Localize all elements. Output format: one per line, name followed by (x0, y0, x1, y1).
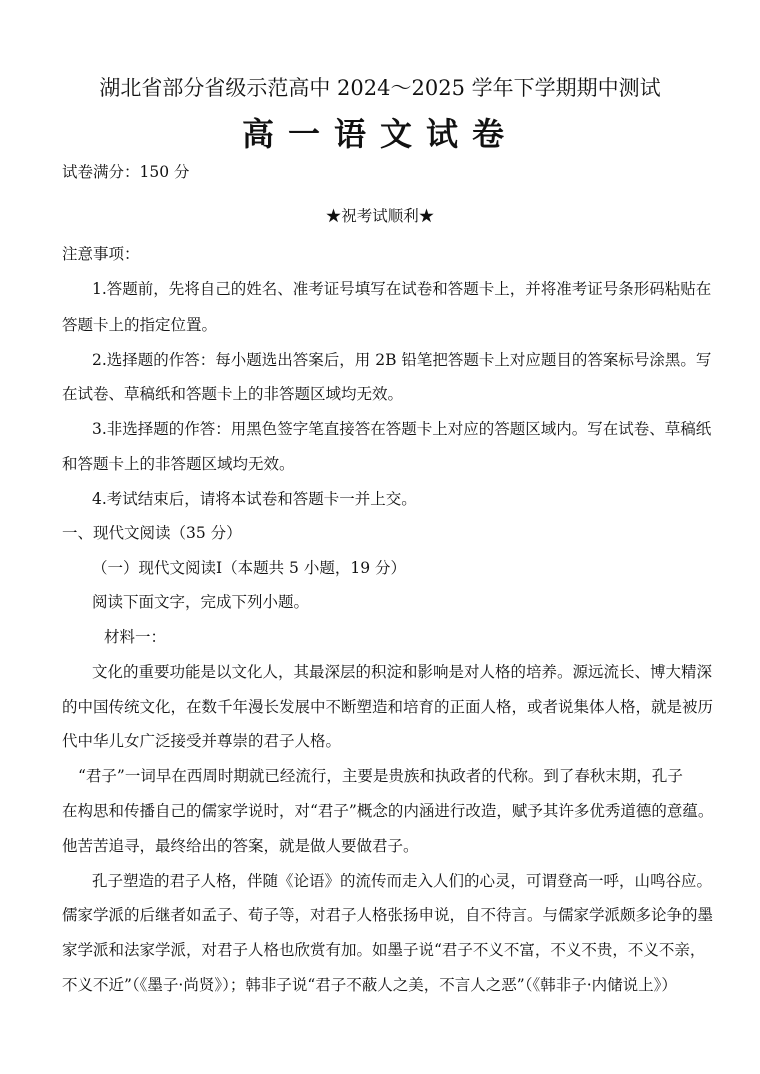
notes-line: 3.非选择题的作答：用黑色签字笔直接答在答题卡上对应的答题区域内。写在试卷、草稿纸 (92, 420, 712, 438)
passage-line: 儒家学派的后继者如孟子、荀子等，对君子人格张扬申说，自不待言。与儒家学派颇多论争的墨 (62, 906, 714, 924)
material-label: 材料一： (104, 628, 167, 646)
passage-line: 他苦苦追寻，最终给出的答案，就是做人要做君子。 (62, 837, 419, 855)
section-sub-heading: （一）现代文阅读Ⅰ（本题共 5 小题，19 分） (92, 559, 406, 577)
notes-line: 答题卡上的指定位置。 (62, 316, 218, 334)
section-heading: 一、现代文阅读（35 分） (62, 524, 242, 542)
notes-line: 在试卷、草稿纸和答题卡上的非答题区域均无效。 (62, 385, 404, 403)
passage-line: 在构思和传播自己的儒家学说时，对“君子”概念的内涵进行改造，赋予其许多优秀道德的意蕴。 (62, 802, 714, 820)
passage-line: 代中华儿女广泛接受并尊崇的君子人格。 (62, 732, 342, 750)
notes-line: 2.选择题的作答：每小题选出答案后，用 2B 铅笔把答题卡上对应题目的答案标号涂黑。写 (92, 351, 712, 369)
section-instruction: 阅读下面文字，完成下列小题。 (92, 593, 310, 611)
passage-line: 不义不近”（《墨子·尚贤》）；韩非子说“君子不蔽人之美，不言人之恶”（《韩非子·内储说上》） (62, 976, 677, 994)
blessing: ★祝考试顺利★ (325, 207, 435, 225)
notes-line: 和答题卡上的非答题区域均无效。 (62, 455, 295, 473)
passage-line: 的中国传统文化，在数千年漫长发展中不断塑造和培育的正面人格，或者说集体人格，就是被历 (62, 698, 714, 716)
exam-subtitle: 高一语文试卷 (241, 115, 518, 153)
notes-line: 4.考试结束后，请将本试卷和答题卡一并上交。 (92, 490, 417, 508)
passage-line: 家学派和法家学派，对君子人格也欣赏有加。如墨子说“君子不义不富，不义不贵，不义不亲， (62, 941, 706, 959)
passage-line: “君子”一词早在西周时期就已经流行，主要是贵族和执政者的代称。到了春秋末期，孔子 (78, 767, 683, 785)
exam-title: 湖北省部分省级示范高中 2024～2025 学年下学期期中测试 (99, 76, 661, 100)
full-score: 试卷满分：150 分 (62, 163, 190, 181)
notes-line: 1.答题前，先将自己的姓名、准考证号填写在试卷和答题卡上，并将准考证号条形码粘贴在 (92, 280, 712, 298)
passage-line: 文化的重要功能是以文化人，其最深层的积淀和影响是对人格的培养。源远流长、博大精深 (92, 663, 713, 681)
notes-heading: 注意事项： (62, 245, 140, 263)
passage-line: 孔子塑造的君子人格，伴随《论语》的流传而走入人们的心灵，可谓登高一呼，山鸣谷应。 (92, 872, 713, 890)
